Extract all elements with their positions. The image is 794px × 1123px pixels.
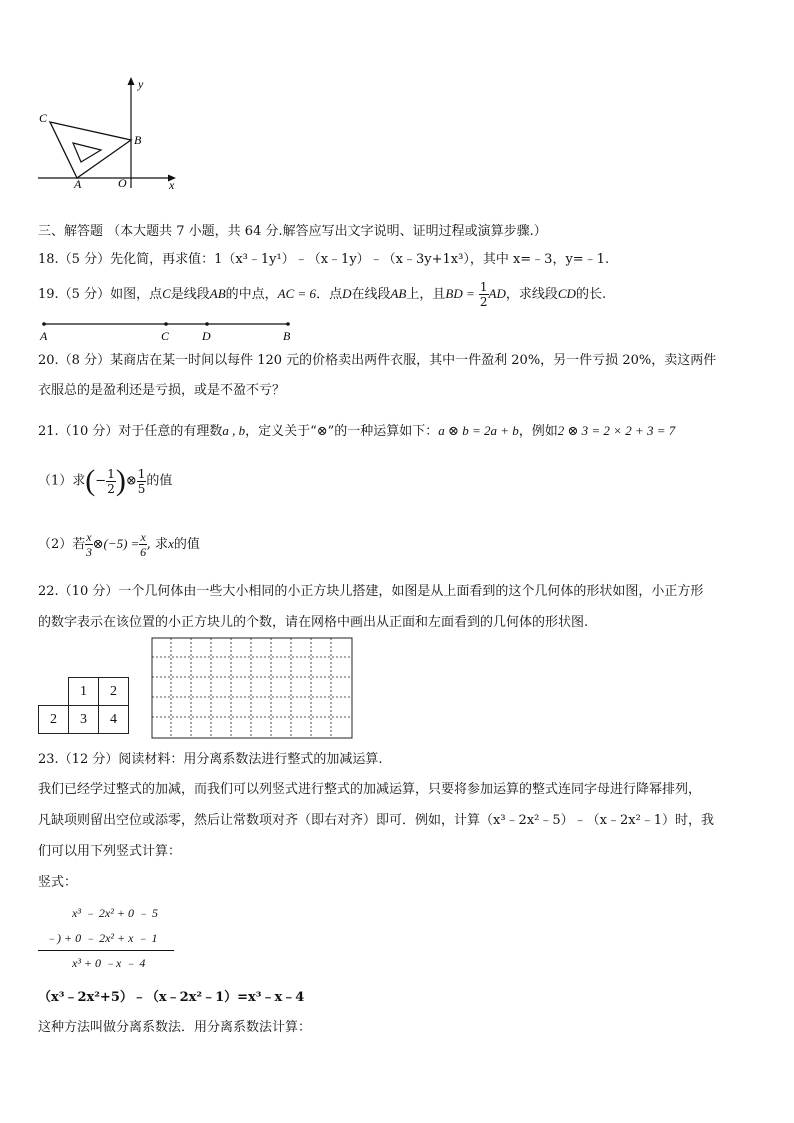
question-23-result: （x³﹣2x²+5）﹣（x﹣2x²﹣1）=x³﹣x﹣4 bbox=[38, 990, 305, 1005]
q21-eg: ，例如 bbox=[518, 424, 558, 439]
question-20-line2: 衣服总的是盈利还是亏损，或是不盈不亏？ bbox=[38, 383, 286, 398]
point-b-dot bbox=[286, 322, 290, 326]
point-d-dot bbox=[205, 322, 209, 326]
point-b-label: B bbox=[134, 133, 142, 147]
grid-border bbox=[152, 638, 352, 738]
question-23-line2: 我们已经学过整式的加减，而我们可以列竖式进行整式的加减运算，只要将参加运算的整式连同字母进行降幂排列， bbox=[38, 782, 702, 797]
q19-mid1: 是线段 bbox=[170, 287, 210, 302]
q21-p1-den1: 2 bbox=[107, 481, 115, 496]
q19-mid6: ，求线段 bbox=[505, 287, 558, 302]
question-20-line1: 20.（8 分）某商店在某一时间以每件 120 元的价格卖出两件衣服，其中一件盈利 20%，另一件亏损 20%，卖这两件 bbox=[38, 353, 717, 368]
top-view-figure bbox=[38, 677, 138, 737]
q21-p2-post2: 的值 bbox=[173, 537, 200, 552]
question-21-part1 bbox=[38, 462, 172, 501]
question-18-text: 18.（5 分）先化简，再求值：1（x³﹣1y¹）﹣（x﹣1y）﹣（x﹣3y+1x³），其中 x=﹣3，y=﹣1. bbox=[38, 252, 610, 267]
q21-p1-frac2 bbox=[137, 467, 147, 496]
q21-p1-op: ⊗ bbox=[125, 473, 137, 489]
q21-p2-frac1 bbox=[85, 530, 92, 559]
question-23-last: 这种方法叫做分离系数法．用分离系数法计算： bbox=[38, 1020, 312, 1035]
segment-label-b: B bbox=[283, 329, 291, 343]
triangle-coordinate-figure bbox=[30, 70, 190, 195]
vertical-calc-row3: x³ + 0 ﹣x ﹣ 4 bbox=[72, 956, 146, 970]
question-18 bbox=[38, 251, 609, 268]
top-view-cell: 2 bbox=[38, 705, 69, 734]
y-axis-label: y bbox=[138, 77, 144, 91]
top-view-cell: 3 bbox=[68, 705, 99, 734]
segment-figure bbox=[36, 316, 301, 344]
point-a-label: A bbox=[74, 177, 82, 191]
q19-mid3: ．点 bbox=[316, 287, 343, 302]
q19-mid2: 的中点， bbox=[225, 287, 278, 302]
q21-p1-rparen: ) bbox=[115, 464, 126, 497]
point-a-dot bbox=[42, 322, 46, 326]
q19-segment-ab: AB bbox=[209, 286, 226, 301]
q21-definition: a ⊗ b = 2a + b bbox=[438, 423, 519, 438]
outer-triangle bbox=[50, 122, 131, 178]
q19-point-c: C bbox=[162, 286, 171, 301]
q21-mid: ，定义关于“⊗”的一种运算如下： bbox=[245, 424, 439, 439]
q21-p1-num1: 1 bbox=[107, 466, 115, 481]
question-21-part2 bbox=[38, 528, 200, 561]
q21-p2-frac2 bbox=[139, 530, 146, 559]
q19-mid5: 上，且 bbox=[406, 287, 446, 302]
top-view-cell: 2 bbox=[98, 677, 129, 706]
q21-p1-frac1 bbox=[106, 467, 116, 496]
q21-p2-den1: 3 bbox=[85, 545, 92, 559]
question-23-line1: 23.（12 分）阅读材料：用分离系数法进行整式的加减运算. bbox=[38, 752, 383, 767]
top-view-cell: 1 bbox=[68, 677, 99, 706]
q21-p2-x: x bbox=[168, 536, 174, 551]
q19-pre: 19.（5 分）如图，点 bbox=[38, 287, 163, 302]
segment-label-c: C bbox=[161, 329, 170, 343]
x-axis-label: x bbox=[169, 178, 175, 192]
q21-pre: 21.（10 分）对于任意的有理数 bbox=[38, 424, 223, 439]
q19-fraction bbox=[479, 280, 489, 309]
segment-label-a: A bbox=[40, 329, 48, 343]
q21-p2-num1: x bbox=[86, 530, 92, 544]
question-23-label: 竖式： bbox=[38, 875, 78, 890]
q19-segment-cd: CD bbox=[557, 286, 576, 301]
inner-triangle bbox=[73, 143, 101, 162]
q19-ac-eq: AC = 6 bbox=[277, 286, 317, 301]
q19-bd: BD = bbox=[445, 286, 475, 301]
q19-frac-num: 1 bbox=[479, 280, 488, 294]
q21-p2-num2: x bbox=[140, 530, 146, 544]
question-22-line2: 的数字表示在该位置的小正方块儿的个数，请在网格中画出从正面和左面看到的几何体的形状图. bbox=[38, 615, 589, 630]
section-heading: 三、解答题 （本大题共 7 小题，共 64 分.解答应写出文字说明、证明过程或演算步骤.） bbox=[38, 224, 547, 239]
question-21 bbox=[38, 422, 675, 440]
q21-p2-label: （2）若 bbox=[38, 537, 86, 552]
q21-ab: a , b bbox=[222, 423, 246, 438]
q19-mid4: 在线段 bbox=[351, 287, 391, 302]
grid-lines bbox=[152, 638, 352, 738]
origin-label: O bbox=[118, 176, 127, 190]
q19-frac-den: 2 bbox=[479, 295, 488, 309]
vertical-calc-row2: ﹣) + 0 ﹣ 2x² + x ﹣ 1 bbox=[45, 931, 158, 945]
q19-post: 的长. bbox=[575, 287, 607, 302]
q21-p1-label: （1）求 bbox=[38, 473, 86, 489]
question-22-line1: 22.（10 分）一个几何体由一些大小相同的小正方块儿搭建，如图是从上面看到的这个几何体的形状如图，小正方形 bbox=[38, 584, 704, 599]
point-c-dot bbox=[164, 322, 168, 326]
point-c-label: C bbox=[39, 111, 48, 125]
question-23-line3: 凡缺项则留出空位或添零，然后让常数项对齐（即右对齐）即可．例如，计算（x³﹣2x²﹣5）﹣（x﹣2x²﹣1）时，我 bbox=[38, 813, 715, 828]
q19-segment-ab2: AB bbox=[390, 286, 407, 301]
q21-p1-num2: 1 bbox=[137, 466, 146, 481]
q21-p1-post: 的值 bbox=[146, 473, 173, 489]
top-view-cell: 4 bbox=[98, 705, 129, 734]
q21-example: 2 ⊗ 3 = 2 × 2 + 3 = 7 bbox=[557, 423, 676, 438]
q21-p1-minus: − bbox=[95, 473, 107, 489]
q19-ad: AD bbox=[488, 286, 506, 301]
segment-label-d: D bbox=[202, 329, 211, 343]
vertical-calc-rule bbox=[38, 950, 174, 951]
q21-p1-lparen: ( bbox=[85, 464, 96, 497]
question-23-line4: 们可以用下列竖式计算： bbox=[38, 844, 182, 859]
q21-p2-den2: 6 bbox=[140, 545, 147, 559]
vertical-calc-row1: x³ ﹣ 2x² + 0 ﹣ 5 bbox=[72, 906, 158, 920]
question-19 bbox=[38, 280, 606, 309]
drawing-grid bbox=[151, 637, 353, 739]
q21-p2-mid: ⊗(−5) = bbox=[92, 536, 140, 551]
q21-p1-den2: 5 bbox=[137, 481, 146, 496]
q19-point-d: D bbox=[342, 286, 352, 301]
y-axis-arrow bbox=[128, 77, 135, 85]
q21-p2-post1: , 求 bbox=[146, 537, 169, 552]
